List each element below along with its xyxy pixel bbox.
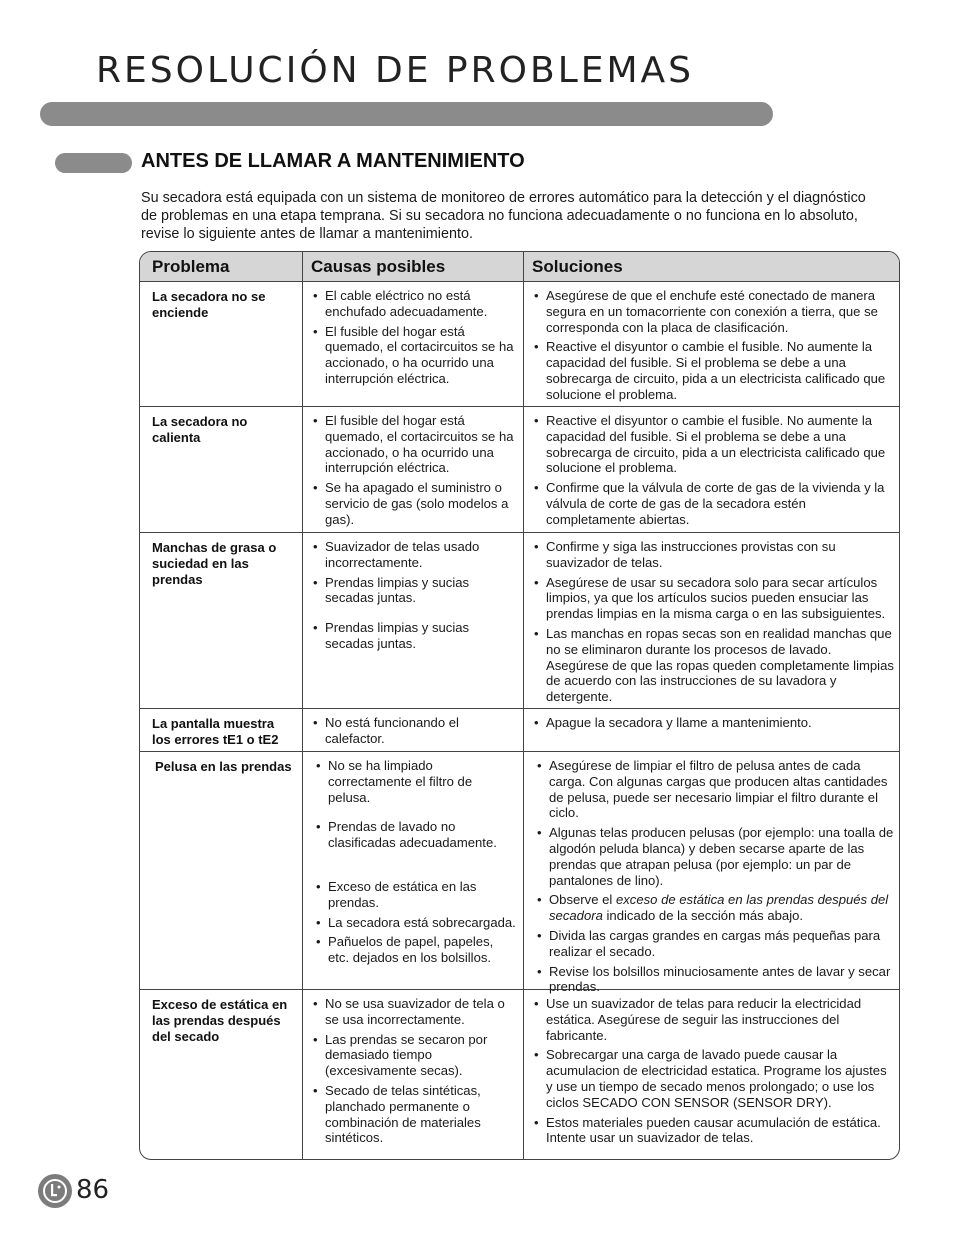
solutions-cell [524,709,899,751]
cause-item: • Pañuelos de papel, papeles, etc. dejados en los bolsillos. [314,934,517,966]
solution-item: • Asegúrese de usar su secadora solo para secar artículos limpios, ya que los artículos sucios pueden ensuciar las prendas limpias en la misma carga o en las subsiguientes. [532,575,895,622]
solutions-cell [524,990,899,1159]
solution-item: • Algunas telas producen pelusas (por ejemplo: una toalla de algodón peluda blanca) y deben secarse aparte de las prendas que atrapan pelusa (por ejemplo: un par de pantalones de lino). [535,825,895,888]
header-problem: Problema [140,252,303,281]
solutions-cell [524,282,899,406]
table-row [140,709,899,752]
solutions-cell [524,407,899,532]
solutions-cell [524,752,899,995]
solution-item: • Revise los bolsillos minuciosamente antes de lavar y secar prendas. [535,964,895,996]
problem-cell: Manchas de grasa o suciedad en las prendas [140,533,303,708]
causes-cell [303,752,524,989]
solution-item: • Estos materiales pueden causar acumulación de estática. Intente usar un suavizador de telas. [532,1115,895,1147]
solutions-cell [524,533,899,708]
page-title: RESOLUCIÓN DE PROBLEMAS [96,50,695,91]
table-row [140,407,899,533]
cause-item: • Prendas de lavado no clasificadas adecuadamente. [314,819,517,851]
cause-item: • No se usa suavizador de tela o se usa incorrectamente. [311,996,517,1028]
section-marker-pill [55,153,132,173]
intro-paragraph: Su secadora está equipada con un sistema de monitoreo de errores automático para la detección y el diagnóstico de problemas en una etapa temprana. Si su secadora no funciona adecuadamente o no funciona en lo absoluto, revise lo siguiente antes de llamar a mantenimiento. [141,190,866,242]
cause-item: • El fusible del hogar está quemado, el cortacircuitos se ha accionado, o ha ocurrido una interrupción eléctrica. [311,324,517,387]
cause-item: • Secado de telas sintéticas, planchado permanente o combinación de materiales sintéticos. [311,1083,517,1146]
solution-item: • Observe el exceso de estática en las prendas después del secadora indicado de la sección más abajo. [535,892,895,924]
cause-item: • La secadora está sobrecargada. [314,915,517,931]
cause-item: • Las prendas se secaron por demasiado tiempo (excesivamente secas). [311,1032,517,1079]
problem-cell: La pantalla muestra los errores tE1 o tE2 [140,709,303,751]
cause-item: • Suavizador de telas usado incorrectamente. [311,539,517,571]
troubleshooting-table [139,251,900,1160]
cause-item: • No está funcionando el calefactor. [311,715,517,747]
solution-item: • Sobrecargar una carga de lavado puede causar la acumulacion de electricidad estatica. Programe los ajustes y use un tiempo de secado menos prolongado; o use los ciclos SECADO CON SENSOR (SENSOR DRY). [532,1047,895,1110]
table-header-row [140,252,899,282]
table-row [140,533,899,709]
causes-cell [303,709,524,751]
page-number: 86 [76,1175,110,1205]
solution-item: • Use un suavizador de telas para reducir la electricidad estática. Asegúrese de seguir las instrucciones del fabricante. [532,996,895,1043]
cause-item: • Exceso de estática en las prendas. [314,879,517,911]
section-title: ANTES DE LLAMAR A MANTENIMIENTO [141,150,525,172]
table-row [140,282,899,407]
solution-item: • Reactive el disyuntor o cambie el fusible. No aumente la capacidad del fusible. Si el problema se debe a una sobrecarga de circuito, pida a un electricista calificado que solucione el problema. [532,339,895,402]
header-solutions: Soluciones [532,257,623,276]
cause-item: • No se ha limpiado correctamente el filtro de pelusa. [314,758,517,805]
cause-item: • El cable eléctrico no está enchufado adecuadamente. [311,288,517,320]
cause-item: • El fusible del hogar está quemado, el cortacircuitos se ha accionado, o ha ocurrido una interrupción eléctrica. [311,413,517,476]
problem-cell: La secadora no se enciende [140,282,303,406]
problem-cell: La secadora no calienta [140,407,303,532]
problem-cell: Exceso de estática en las prendas después del secado [140,990,303,1159]
causes-cell [303,282,524,406]
header-causes: Causas posibles [303,252,524,281]
solution-item: • Las manchas en ropas secas son en realidad manchas que no se eliminaron durante los procesos de lavado. Asegúrese de que las ropas queden completamente limpias de acuerdo con las instrucciones de su lavadora y detergente. [532,626,895,705]
lg-logo-icon [38,1174,72,1208]
cause-item: • Se ha apagado el suministro o servicio de gas (solo modelos a gas). [311,480,517,527]
cause-item: • Prendas limpias y sucias secadas juntas. [311,620,517,652]
table-row [140,752,899,995]
solution-item: • Asegúrese de limpiar el filtro de pelusa antes de cada carga. Con algunas cargas que producen altas cantidades de pelusa, puede ser necesario limpiar el filtro durante el ciclo. [535,758,895,821]
problem-cell: Pelusa en las prendas [140,752,303,989]
solution-item: • Divida las cargas grandes en cargas más pequeñas para realizar el secado. [535,928,895,960]
causes-cell [303,533,524,708]
table-row [140,990,899,1159]
cause-item: • Prendas limpias y sucias secadas juntas. [311,575,517,607]
solution-item: • Confirme que la válvula de corte de gas de la vivienda y la válvula de corte de gas de la secadora estén completamente abiertas. [532,480,895,527]
solution-item: • Reactive el disyuntor o cambie el fusible. No aumente la capacidad del fusible. Si el problema se debe a una sobrecarga de circuito, pida a un electricista calificado que solucione el problema. [532,413,895,476]
causes-cell [303,407,524,532]
causes-cell [303,990,524,1159]
title-divider-bar [40,102,773,126]
solution-item: • Confirme y siga las instrucciones provistas con su suavizador de telas. [532,539,895,571]
solution-item: • Apague la secadora y llame a mantenimiento. [532,715,895,731]
solution-item: • Asegúrese de que el enchufe esté conectado de manera segura en un tomacorriente con conexión a tierra, que se corresponda con la placa de clasificación. [532,288,895,335]
